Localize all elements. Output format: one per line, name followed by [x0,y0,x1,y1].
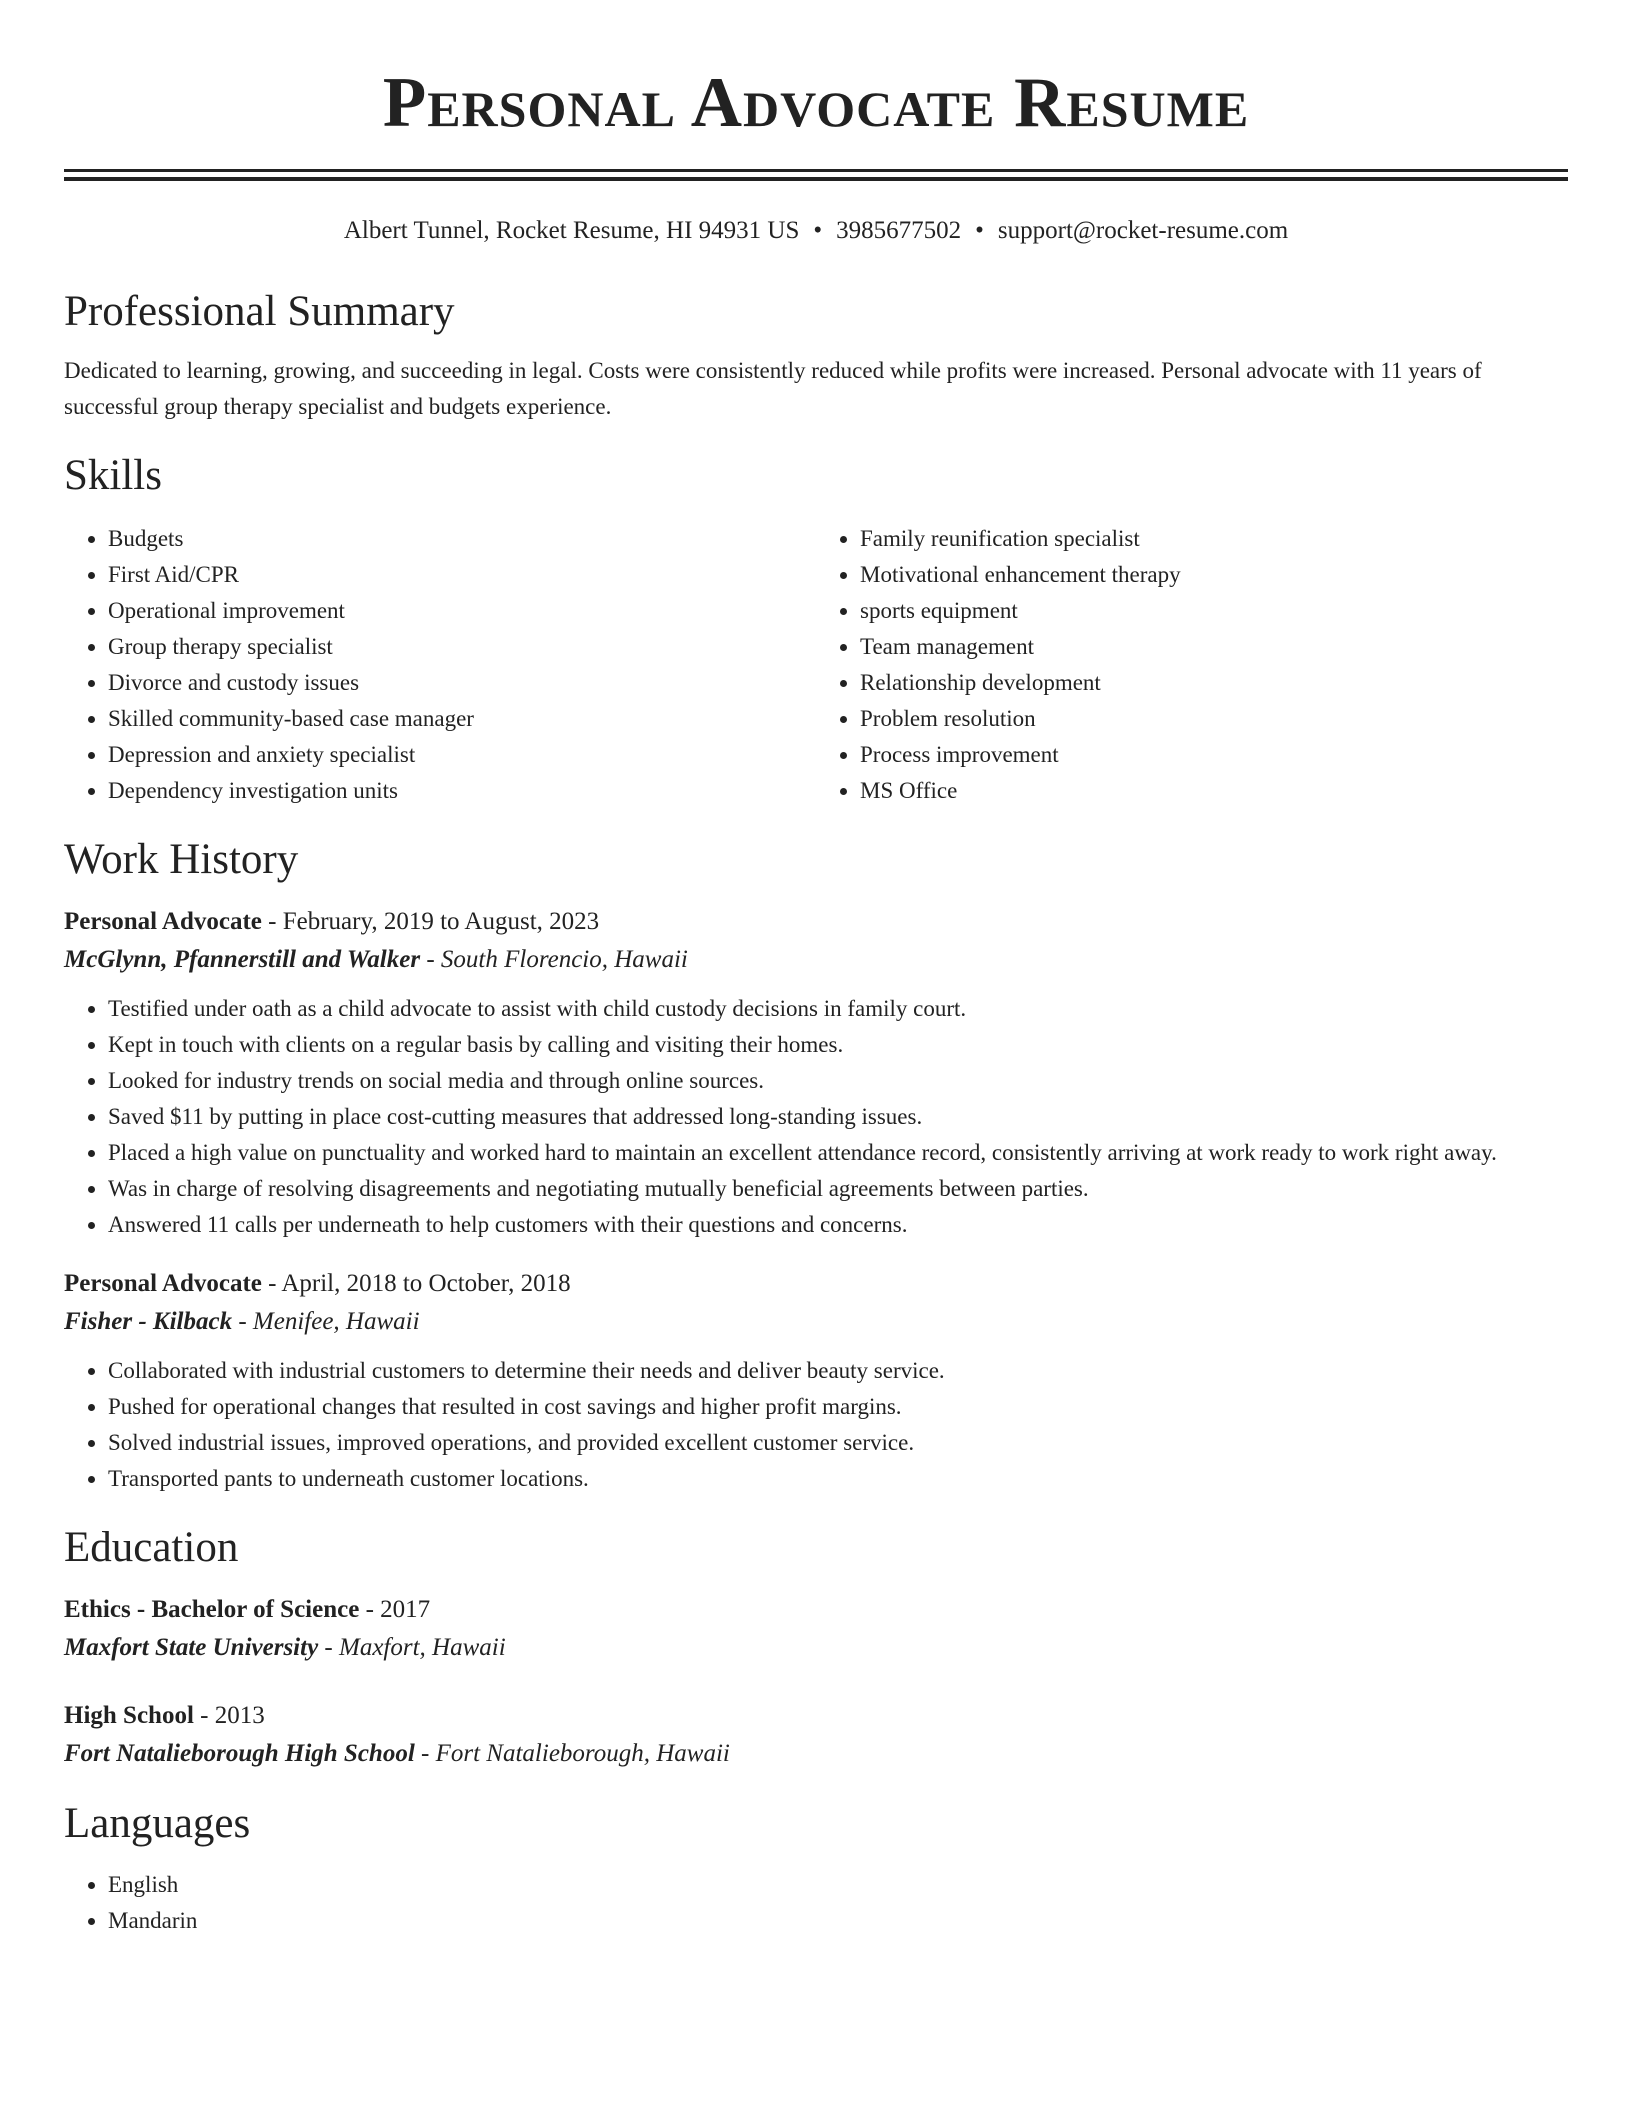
degree-line [64,1697,1568,1735]
skill-item: • Operational improvement [108,593,816,629]
school-name: Fort Natalieborough High School [64,1740,415,1767]
skill-item: • Divorce and custody issues [108,665,816,701]
job-bullet: • Was in charge of resolving disagreements and negotiating mutually beneficial agreements between parties. [108,1171,1568,1207]
school-location: - Maxfort, Hawaii [318,1634,506,1661]
title-rule-bottom [64,177,1568,181]
skill-item: • Relationship development [860,665,1568,701]
skill-item: • First Aid/CPR [108,557,816,593]
job-dates: - February, 2019 to August, 2023 [261,908,600,935]
contact-email: support@rocket-resume.com [997,217,1289,244]
contact-separator: • [813,217,823,244]
contact-separator: • [975,217,984,244]
skills-columns [64,521,1568,809]
skill-item: • Family reunification specialist [860,521,1568,557]
job-title: Personal Advocate [64,908,262,935]
education-entry [64,1697,1568,1773]
work-history-section [64,833,1568,1497]
job-bullets [64,1353,1568,1497]
summary-heading: Professional Summary [64,288,455,335]
job-bullet: • Transported pants to underneath customer locations. [108,1461,1568,1497]
skill-item: • Problem resolution [860,701,1568,737]
skill-item: • Depression and anxiety specialist [108,737,816,773]
skills-section [64,449,1568,809]
language-item: • English [108,1867,1568,1903]
education-section [64,1521,1568,1773]
school-name: Maxfort State University [64,1634,319,1661]
company-location: - South Florencio, Hawaii [420,946,688,973]
job-bullet: • Answered 11 calls per underneath to help customers with their questions and concerns. [108,1207,1568,1243]
contact-address: Albert Tunnel, Rocket Resume, HI 94931 US [343,217,800,244]
resume-title: Personal Advocate Resume [382,64,1250,142]
skill-item: • sports equipment [860,593,1568,629]
job-bullet: • Pushed for operational changes that resulted in cost savings and higher profit margins. [108,1389,1568,1425]
school-location: - Fort Natalieborough, Hawaii [414,1740,730,1767]
company-line [64,1303,1568,1341]
languages-heading: Languages [64,1800,251,1847]
job-bullet: • Collaborated with industrial customers to determine their needs and deliver beauty service. [108,1353,1568,1389]
job-dates: - April, 2018 to October, 2018 [261,1270,571,1297]
degree-year: - 2017 [359,1596,431,1623]
job-entry [64,903,1568,1243]
degree-name: High School [64,1702,194,1729]
summary-section [64,285,1568,425]
skill-item: • Skilled community-based case manager [108,701,816,737]
contact-phone: 3985677502 [836,217,962,244]
job-bullet: • Saved $11 by putting in place cost-cutting measures that addressed long-standing issues. [108,1099,1568,1135]
skill-item: • Group therapy specialist [108,629,816,665]
job-entry [64,1265,1568,1497]
school-line [64,1629,1568,1667]
languages-list [64,1867,1568,1939]
skills-list-left [64,521,816,809]
company-name: Fisher - Kilback [64,1308,233,1335]
education-entry [64,1591,1568,1667]
job-bullet: • Testified under oath as a child advocate to assist with child custody decisions in family court. [108,991,1568,1027]
skill-item: • Team management [860,629,1568,665]
school-line [64,1735,1568,1773]
job-bullets [64,991,1568,1243]
company-location: - Menifee, Hawaii [232,1308,420,1335]
job-title-line [64,903,1568,941]
skill-item: • Motivational enhancement therapy [860,557,1568,593]
job-bullet: • Placed a high value on punctuality and worked hard to maintain an excellent attendance record, consistently arriving at work ready to work right away. [108,1135,1568,1171]
language-item: • Mandarin [108,1903,1568,1939]
title-rule-top [64,169,1568,172]
skill-item: • MS Office [860,773,1568,809]
degree-year: - 2013 [193,1702,265,1729]
skill-item: • Process improvement [860,737,1568,773]
skill-item: • Budgets [108,521,816,557]
job-title: Personal Advocate [64,1270,262,1297]
company-name: McGlynn, Pfannerstill and Walker [64,946,421,973]
skills-list-right [816,521,1568,809]
summary-text: Dedicated to learning, growing, and succeeding in legal. Costs were consistently reduced while profits were increased. Personal advocate with 11 years of successful group therapy specialist and budgets experience. [64,358,1482,419]
work-history-heading: Work History [64,836,299,883]
education-heading: Education [64,1524,239,1571]
job-bullet: • Kept in touch with clients on a regular basis by calling and visiting their homes. [108,1027,1568,1063]
job-bullet: • Solved industrial issues, improved operations, and provided excellent customer service. [108,1425,1568,1461]
contact-line [64,215,1568,247]
skills-heading: Skills [64,452,162,499]
degree-name: Ethics - Bachelor of Science [64,1596,360,1623]
languages-section [64,1797,1568,1939]
job-title-line [64,1265,1568,1303]
company-line [64,941,1568,979]
skill-item: • Dependency investigation units [108,773,816,809]
degree-line [64,1591,1568,1629]
job-bullet: • Looked for industry trends on social media and through online sources. [108,1063,1568,1099]
